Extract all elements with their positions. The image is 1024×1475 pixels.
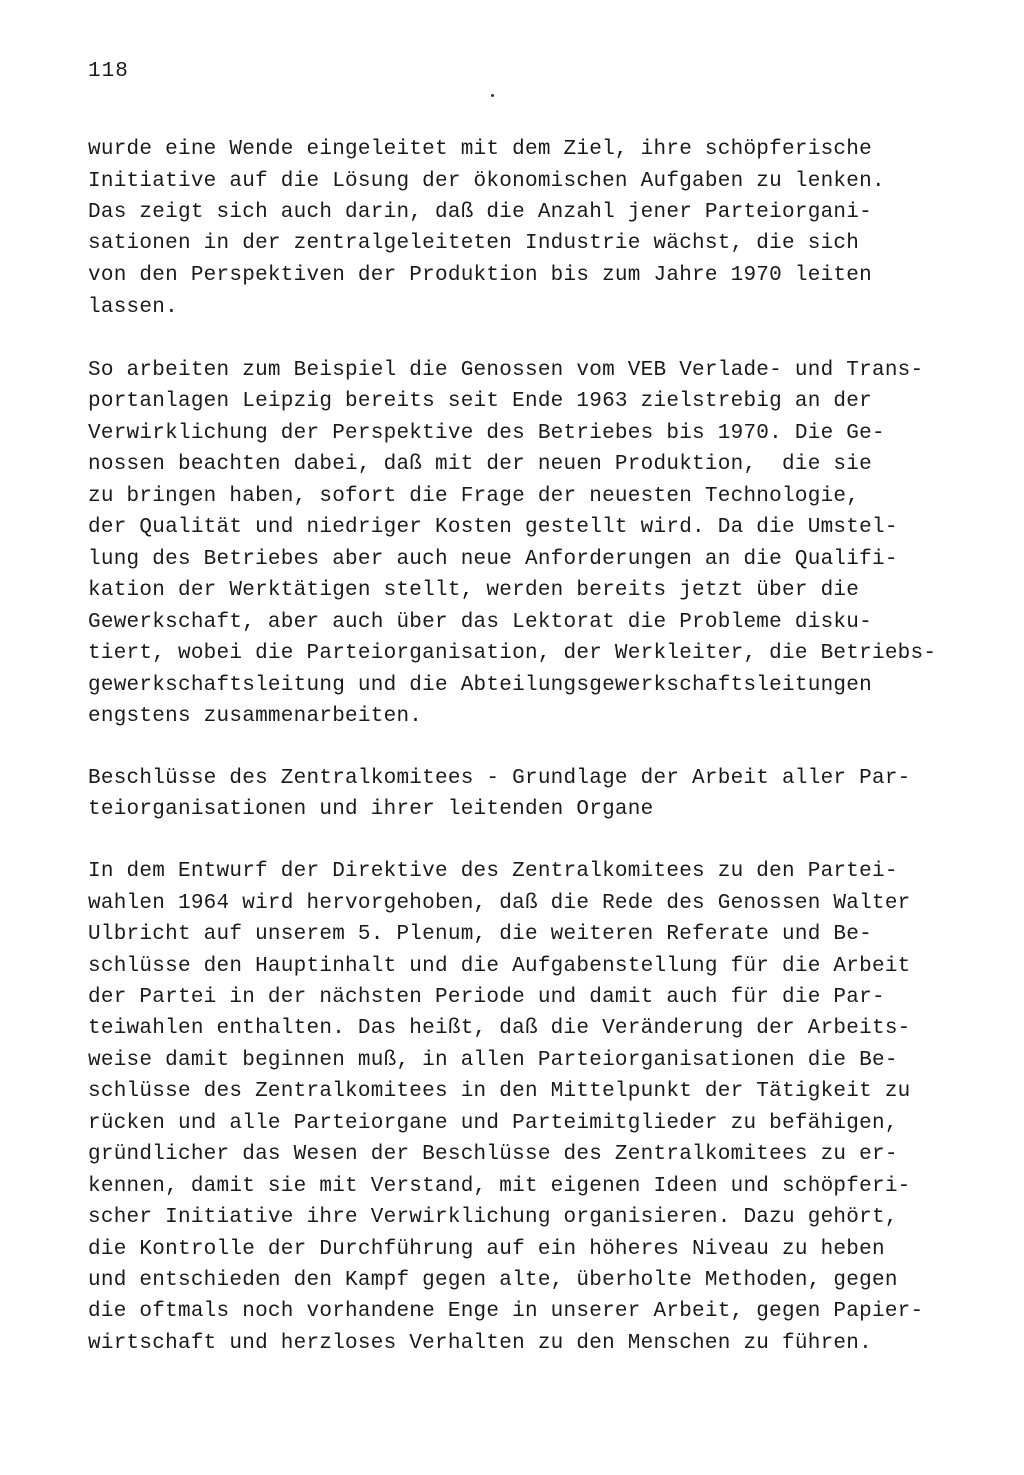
text-line: Gewerkschaft, aber auch über das Lektorat die Probleme disku- [88,611,872,634]
text-line: von den Perspektiven der Produktion bis zum Jahre 1970 leiten [88,264,872,287]
page-number: 118 [88,60,129,83]
text-line: die oftmals noch vorhandene Enge in unserer Arbeit, gegen Papier- [88,1300,924,1323]
text-line: zu bringen haben, sofort die Frage der neuesten Technologie, [88,485,860,508]
text-line: gewerkschaftsleitung und die Abteilungsgewerkschaftsleitungen [88,674,872,697]
text-line: wahlen 1964 wird hervorgehoben, daß die Rede des Genossen Walter [88,892,911,915]
text-line: wurde eine Wende eingeleitet mit dem Ziel, ihre schöpferische [88,138,872,161]
text-line: Initiative auf die Lösung der ökonomischen Aufgaben zu lenken. [88,170,885,193]
text-line: portanlagen Leipzig bereits seit Ende 1963 zielstrebig an der [88,390,872,413]
text-line: wirtschaft und herzloses Verhalten zu den Menschen zu führen. [88,1332,872,1355]
text-line: In dem Entwurf der Direktive des Zentralkomitees zu den Partei- [88,860,898,883]
text-line: gründlicher das Wesen der Beschlüsse des Zentralkomitees zu er- [88,1143,898,1166]
text-line: scher Initiative ihre Verwirklichung organisieren. Dazu gehört, [88,1206,898,1229]
heading-line: Beschlüsse des Zentralkomitees - Grundlage der Arbeit aller Par- [88,767,911,790]
text-line: und entschieden den Kampf gegen alte, überholte Methoden, gegen [88,1269,898,1292]
text-line: weise damit beginnen muß, in allen Parteiorganisationen die Be- [88,1049,898,1072]
text-line: der Partei in der nächsten Periode und damit auch für die Par- [88,986,885,1009]
text-line: schlüsse des Zentralkomitees in den Mittelpunkt der Tätigkeit zu [88,1080,911,1103]
text-line: sationen in der zentralgeleiteten Industrie wächst, die sich [88,232,860,255]
text-line: Ulbricht auf unserem 5. Plenum, die weiteren Referate und Be- [88,923,872,946]
stray-mark [491,94,494,97]
text-line: So arbeiten zum Beispiel die Genossen vom VEB Verlade- und Trans- [88,359,924,382]
text-line: tiert, wobei die Parteiorganisation, der Werkleiter, die Betriebs- [88,642,937,665]
text-line: lung des Betriebes aber auch neue Anforderungen an die Qualifi- [88,548,898,571]
text-line: kation der Werktätigen stellt, werden bereits jetzt über die [88,579,860,602]
text-line: Verwirklichung der Perspektive des Betriebes bis 1970. Die Ge- [88,422,885,445]
heading-line: teiorganisationen und ihrer leitenden Organe [88,798,654,821]
text-line: Das zeigt sich auch darin, daß die Anzahl jener Parteiorgani- [88,201,872,224]
text-line: nossen beachten dabei, daß mit der neuen Produktion, die sie [88,453,872,476]
text-line: lassen. [88,296,178,319]
text-line: rücken und alle Parteiorgane und Parteimitglieder zu befähigen, [88,1112,898,1135]
text-line: engstens zusammenarbeiten. [88,705,423,728]
text-line: teiwahlen enthalten. Das heißt, daß die Veränderung der Arbeits- [88,1017,911,1040]
text-line: schlüsse den Hauptinhalt und die Aufgabenstellung für die Arbeit [88,955,911,978]
text-line: der Qualität und niedriger Kosten gestellt wird. Da die Umstel- [88,516,898,539]
text-line: kennen, damit sie mit Verstand, mit eigenen Ideen und schöpferi- [88,1175,911,1198]
text-line: die Kontrolle der Durchführung auf ein höheres Niveau zu heben [88,1238,885,1261]
